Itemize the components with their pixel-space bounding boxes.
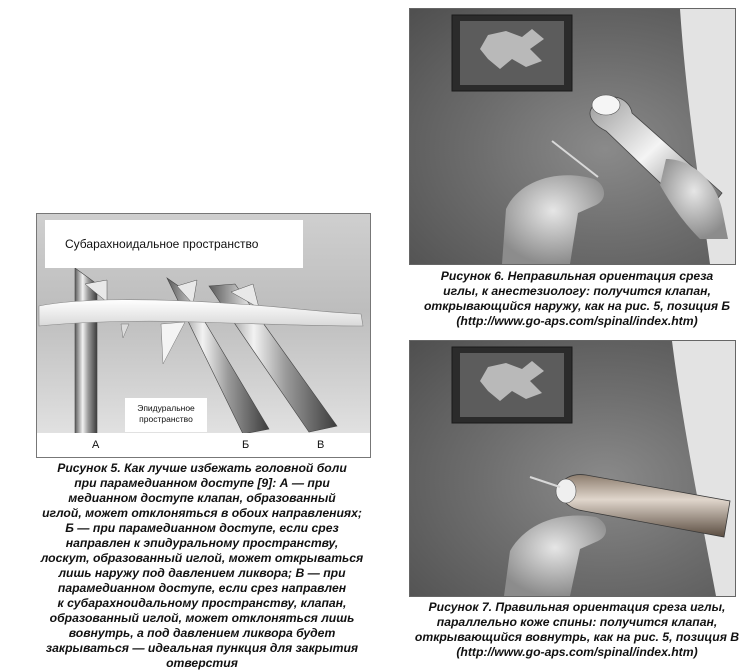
caption-5-line: иглой, может отклоняться в обоих направлениях; (42, 506, 362, 520)
caption-5-line: вовнутрь, а под давлением ликвора будет (68, 626, 336, 640)
caption-5-line: закрываться — идеальная пункция для закрытия (45, 641, 359, 655)
caption-7-line: открывающийся вовнутрь, как на рис. 5, позиция В (414, 630, 740, 644)
caption-7-line: параллельно коже спины: получится клапан, (436, 615, 718, 629)
caption-5-line: при парамедианном доступе [9]: А — при (74, 476, 330, 490)
subarachnoid-label-box (45, 220, 303, 268)
caption-5-line: лоскут, образованный иглой, может открываться (40, 551, 364, 565)
subarachnoid-label: Субарахноидальное пространство (65, 237, 259, 251)
caption-6-url: (http://www.go-aps.com/spinal/index.htm) (456, 314, 698, 328)
caption-7-url: (http://www.go-aps.com/spinal/index.htm) (456, 645, 698, 659)
figure-6-photo (409, 8, 736, 265)
caption-5-line: Рисунок 5. Как лучше избежать головной боли (57, 461, 347, 475)
caption-5-line: медианном доступе клапан, образованный (68, 491, 336, 505)
caption-5-line: отверстия (166, 656, 238, 670)
letter-b: Б (242, 439, 250, 451)
epidural-label-box (125, 398, 207, 432)
dura-membrane (39, 300, 363, 326)
epidural-label-line1: Эпидуральное (137, 403, 195, 413)
epidural-label-line2: пространство (139, 414, 193, 424)
figure-7-photo (409, 340, 736, 597)
caption-5-line: парамедианном доступе, если срез направлен (57, 581, 347, 595)
caption-6-line: иглы, к анестезиологу: получится клапан, (443, 284, 711, 298)
caption-7-line: Рисунок 7. Правильная ориентация среза иглы, (428, 600, 726, 614)
caption-figure-7 (404, 600, 750, 660)
caption-5-line: лишь наружу под давлением ликвора; В — при (58, 566, 346, 580)
caption-6-line: Рисунок 6. Неправильная ориентация среза (440, 269, 714, 283)
caption-5-line: направлен к эпидуральному пространству, (65, 536, 339, 550)
caption-5-line: Б — при парамедианном доступе, если срез (65, 521, 339, 535)
figure-5-needle-diagram (36, 213, 371, 458)
needle-a (75, 268, 97, 434)
caption-figure-6 (404, 269, 750, 329)
caption-6-line: открывающийся наружу, как на рис. 5, позиция Б (423, 299, 731, 313)
caption-figure-5 (2, 461, 402, 671)
letter-a: А (92, 439, 100, 451)
photo-7-illustration (410, 341, 735, 596)
caption-5-line: образованный иглой, может отклоняться лишь (49, 611, 355, 625)
caption-5-line: к субарахноидальному пространству, клапан, (57, 596, 347, 610)
letter-v: В (317, 439, 325, 451)
photo-6-illustration (410, 9, 735, 264)
